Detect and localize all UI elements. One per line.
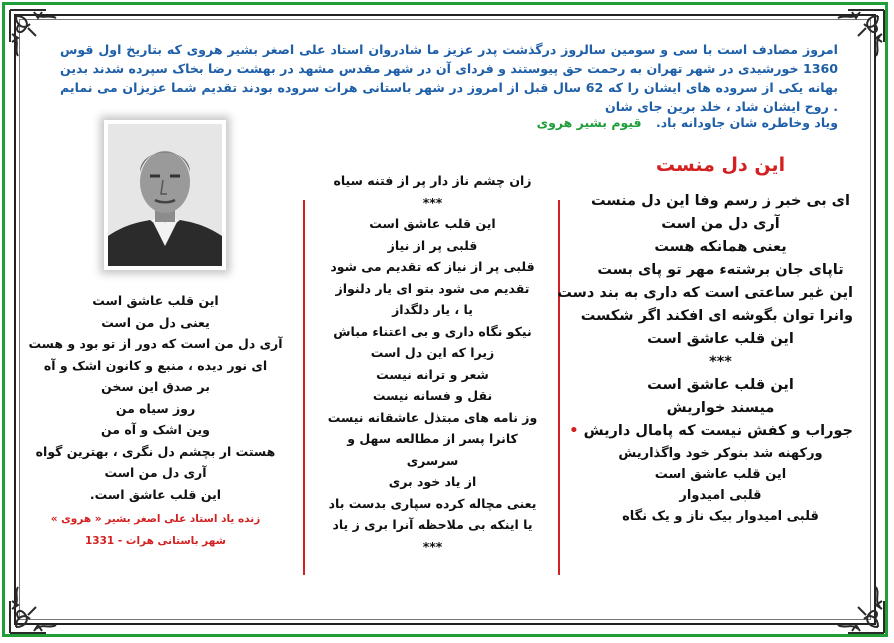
verse-line: نقل و فسانه نیست bbox=[372, 388, 493, 403]
verse-line: روز سیاه من bbox=[115, 400, 196, 416]
verse-line: هستت ار بچشم دل نگری ، بهترین گواه bbox=[35, 443, 276, 459]
tribute-author: قیوم بشیر هروی bbox=[536, 115, 642, 130]
verse-line: کانرا پسر از مطالعه سهل و سرسری bbox=[347, 431, 518, 468]
verse-line: ای نور دیده ، منبع و کانون اشک و آه bbox=[43, 357, 268, 373]
column-divider bbox=[303, 200, 305, 575]
verse-line: یعنی دل من است bbox=[101, 314, 210, 330]
verse-line: تقدیم می شود بتو ای یار دلنواز bbox=[335, 280, 530, 296]
poem-title: این دل منست bbox=[655, 154, 786, 176]
verse-line: این قلب عاشق است bbox=[92, 293, 219, 308]
verse-line: جوراب و کفش نیست که پامال داریش bbox=[583, 423, 853, 439]
stanza-separator: *** bbox=[422, 538, 443, 554]
verse-line: آری دل من است که دور از تو بود و هست bbox=[28, 336, 283, 351]
ornament-corner-icon bbox=[6, 577, 76, 637]
tribute-text: ویاد وخاطره شان جاودانه باد. bbox=[655, 115, 838, 130]
stanza-separator: *** bbox=[422, 194, 443, 210]
verse-line: این قلب عاشق است bbox=[369, 216, 496, 231]
verse-line: این قلب عاشق است bbox=[654, 467, 787, 482]
verse-line: این قلب عاشق است. bbox=[89, 486, 222, 502]
verse-line: وین اشک و آه من bbox=[101, 422, 210, 437]
verse-line: میسند خواریش bbox=[666, 400, 775, 416]
poem-right-column bbox=[557, 150, 853, 527]
poem-middle-column bbox=[320, 170, 545, 557]
verse-line: وانرا توان بگوشه ای افکند اگر شکست bbox=[580, 308, 853, 324]
verse-line: یا ، یار دلگداز bbox=[392, 302, 473, 317]
poem-place-date: شهر باستانی هرات - 1331 bbox=[85, 535, 226, 547]
verse-line: آری دل من است bbox=[661, 216, 780, 232]
portrait-photo bbox=[104, 120, 226, 270]
verse-line-with-dot bbox=[569, 420, 853, 443]
verse-line: تاپای جان برشتهء مهر تو پای بست bbox=[597, 262, 844, 278]
verse-line: قلبی امیدوار بیک ناز و یک نگاه bbox=[622, 509, 819, 524]
verse-line: آری دل من است bbox=[104, 465, 207, 480]
verse-line: این غیر ساعتی است که داری به بند دست bbox=[557, 285, 853, 301]
verse-line: قلبی امیدوار bbox=[679, 488, 762, 503]
verse-line: قلبی پر از نیاز که تقدیم می شود bbox=[330, 259, 535, 274]
verse-line: شعر و ترانه نیست bbox=[376, 366, 489, 382]
verse-line: یعنی مچاله کرده سپاری بدست باد bbox=[328, 495, 537, 511]
verse-line: بر صدق این سخن bbox=[101, 379, 210, 394]
red-dot-mark: • bbox=[569, 423, 579, 439]
verse-line: یعنی همانکه هست bbox=[654, 239, 787, 255]
verse-line: زیرا که این دل است bbox=[370, 345, 495, 360]
poet-signature: زنده یاد استاد علی اصغر بشیر « هروی » bbox=[50, 513, 261, 525]
verse-line: ای بی خبر ز رسم وفا این دل منست bbox=[591, 193, 850, 209]
ornament-corner-icon bbox=[818, 577, 888, 637]
stanza-separator: *** bbox=[709, 354, 732, 370]
column-divider bbox=[558, 200, 560, 575]
verse-line: نیکو نگاه داری و بی اعتناء مباش bbox=[333, 323, 532, 339]
verse-line: قلبی پر از نیاز bbox=[387, 237, 478, 253]
verse-line: این قلب عاشق است bbox=[647, 377, 794, 393]
poem-left-column bbox=[28, 290, 283, 549]
intro-paragraph: امروز مصادف است با سی و سومین سالروز درگذشت پدر عزیز ما شادروان استاد علی اصغر بشیر هروی که بتاریخ اول قوس 1360 خورشیدی در شهر تهران به رحمت حق پیوستند و فردای آن در شهر مقدس مشهد در بهشت رضا بخاک سپرده شدند بدین بهانه یکی از سروده های ایشان را که 62 سال قبل از امروز در شهر باستانی هرات سروده بودند تقدیم شما عزیزان می نمایم . روح ایشان شاد ، خلد برین جای شان bbox=[60, 42, 839, 114]
verse-line: ورکهنه شد بنوکر خود واگذاریش bbox=[618, 446, 823, 461]
verse-line: وز نامه های مبتذل عاشقانه نیست bbox=[327, 409, 538, 425]
tribute-line bbox=[380, 115, 838, 130]
verse-line: این قلب عاشق است bbox=[647, 331, 794, 347]
verse-line: از یاد خود بری bbox=[388, 474, 477, 489]
verse-line: یا اینکه بی ملاحظه آنرا بری ز یاد bbox=[332, 517, 533, 532]
verse-line: زان چشم ناز دار پر از فتنه سیاه bbox=[333, 173, 532, 188]
